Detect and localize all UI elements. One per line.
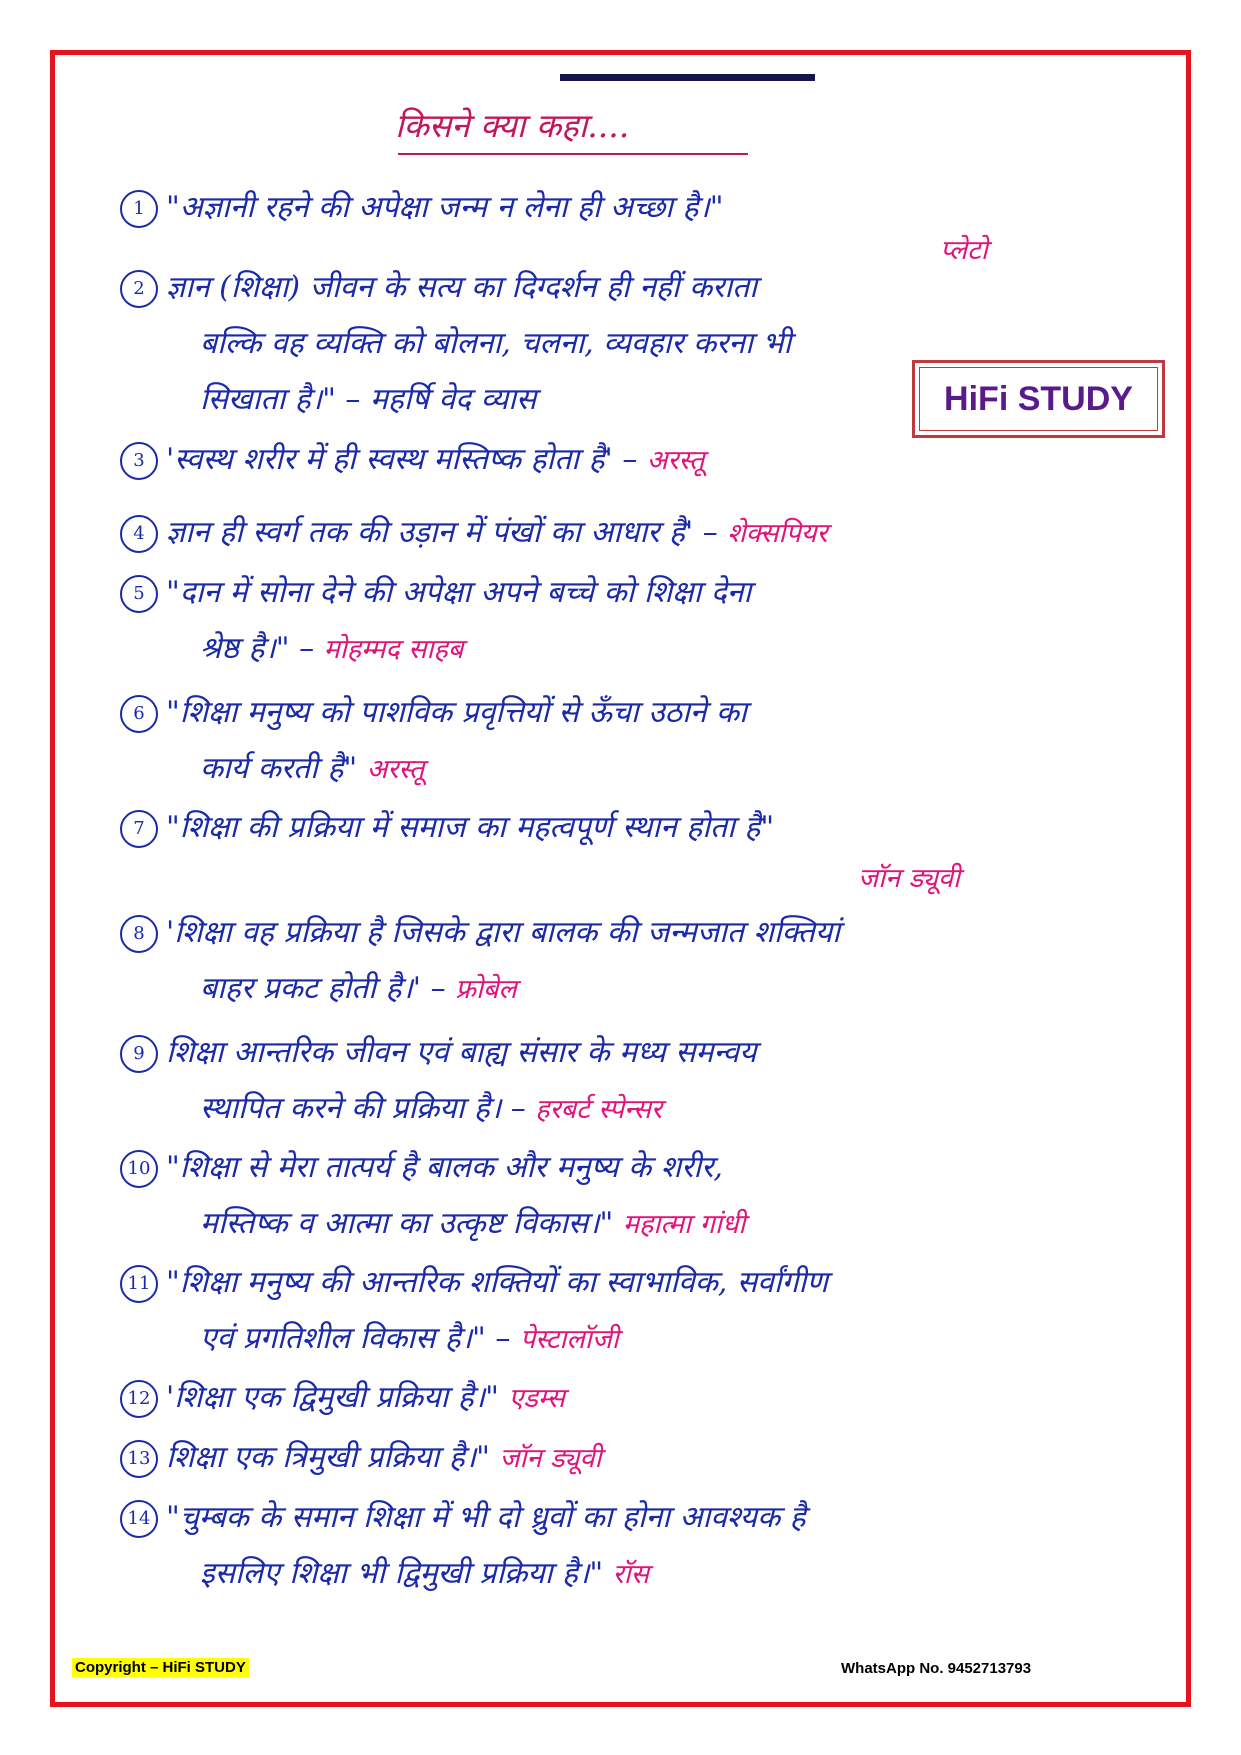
quote-text: "चुम्बक के समान शिक्षा में भी दो ध्रुवों का होना आवश्यक है — [166, 1500, 806, 1535]
quote-author: प्लेटो — [940, 235, 988, 266]
quote-text: सिखाता है।" – — [200, 382, 361, 417]
quote-6 — [120, 685, 1120, 797]
quote-text: इसलिए शिक्षा भी द्विमुखी प्रक्रिया है।" — [200, 1556, 604, 1591]
quote-author: मोहम्मद साहब — [323, 634, 464, 665]
quote-author: महात्मा गांधी — [622, 1209, 746, 1240]
quote-author: रॉस — [612, 1559, 649, 1590]
quote-number: 10 — [120, 1150, 158, 1188]
quote-author: जॉन ड्यूवी — [858, 863, 960, 894]
quote-7 — [120, 800, 1120, 902]
quote-text: कार्य करती है" — [200, 751, 358, 786]
quote-text: मस्तिष्क व आत्मा का उत्कृष्ट विकास।" — [200, 1206, 614, 1241]
quote-author: अरस्तू — [366, 754, 425, 785]
quote-4 — [120, 505, 1120, 561]
quote-author: अरस्तू — [646, 445, 705, 476]
quote-text: 'शिक्षा एक द्विमुखी प्रक्रिया है।" — [166, 1380, 499, 1415]
quote-text: "अज्ञानी रहने की अपेक्षा जन्म न लेना ही अच्छा है।" — [166, 190, 724, 225]
quote-number: 4 — [120, 515, 158, 553]
quote-text: "दान में सोना देने की अपेक्षा अपने बच्चे को शिक्षा देना — [166, 575, 752, 610]
quote-1 — [120, 180, 1120, 236]
quote-author: फ्रोबेल — [455, 974, 517, 1005]
quote-text: शिक्षा आन्तरिक जीवन एवं बाह्य संसार के मध्य समन्वय — [166, 1035, 757, 1070]
quote-9 — [120, 1025, 1120, 1137]
quote-text: बल्कि वह व्यक्ति को बोलना, चलना, व्यवहार करना भी — [200, 326, 792, 361]
quote-number: 1 — [120, 190, 158, 228]
quote-14 — [120, 1490, 1120, 1602]
quote-text: स्थापित करने की प्रक्रिया है। – — [200, 1091, 526, 1126]
quote-text: "शिक्षा से मेरा तात्पर्य है बालक और मनुष्य के शरीर, — [166, 1150, 723, 1185]
quote-3 — [120, 432, 1120, 488]
copyright-label: Copyright – HiFi STUDY — [72, 1658, 249, 1677]
quote-number: 12 — [120, 1380, 158, 1418]
quote-number: 8 — [120, 915, 158, 953]
quote-text: 'शिक्षा वह प्रक्रिया है जिसके द्वारा बालक की जन्मजात शक्तियां — [166, 915, 841, 950]
quote-author: जॉन ड्यूवी — [499, 1443, 602, 1474]
quote-number: 3 — [120, 442, 158, 480]
quote-10 — [120, 1140, 1120, 1252]
quote-text: श्रेष्ठ है।" – — [200, 631, 315, 666]
whatsapp-number: WhatsApp No. 9452713793 — [841, 1660, 1032, 1677]
quote-13 — [120, 1430, 1120, 1486]
page-title: किसने क्या कहा.... — [395, 106, 630, 145]
quote-text: शिक्षा एक त्रिमुखी प्रक्रिया है।" — [166, 1440, 490, 1475]
quote-number: 9 — [120, 1035, 158, 1073]
quote-5 — [120, 565, 1120, 677]
quote-number: 11 — [120, 1265, 158, 1303]
quote-11 — [120, 1255, 1120, 1367]
quote-author: हरबर्ट स्पेन्सर — [535, 1094, 663, 1125]
quote-text: बाहर प्रकट होती है।' – — [200, 971, 446, 1006]
quote-number: 5 — [120, 575, 158, 613]
quote-text: 'स्वस्थ शरीर में ही स्वस्थ मस्तिष्क होता है' – — [166, 442, 638, 477]
quote-text: एवं प्रगतिशील विकास है।" – — [200, 1321, 511, 1356]
top-rule — [560, 74, 815, 81]
quote-author: एडम्स — [508, 1383, 565, 1414]
quote-number: 13 — [120, 1440, 158, 1478]
quote-number: 7 — [120, 810, 158, 848]
quote-number: 2 — [120, 270, 158, 308]
quote-number: 14 — [120, 1500, 158, 1538]
quote-author: पेस्टालॉजी — [519, 1324, 619, 1355]
quote-8 — [120, 905, 1120, 1017]
quote-text: "शिक्षा मनुष्य की आन्तरिक शक्तियों का स्वाभाविक, सर्वांगीण — [166, 1265, 828, 1300]
title-underline — [398, 153, 748, 155]
quote-text: "शिक्षा मनुष्य को पाशविक प्रवृत्तियों से ऊँचा उठाने का — [166, 695, 747, 730]
quote-author: शेक्सपियर — [727, 518, 828, 549]
quote-text: "शिक्षा की प्रक्रिया में समाज का महत्वपूर्ण स्थान होता है" — [166, 810, 775, 845]
watermark-logo: HiFi STUDY — [912, 360, 1165, 438]
quote-text: ज्ञान ही स्वर्ग तक की उड़ान में पंखों का आधार है' – — [166, 515, 718, 550]
quote-number: 6 — [120, 695, 158, 733]
quote-12 — [120, 1370, 1120, 1426]
quote-text: ज्ञान (शिक्षा) जीवन के सत्य का दिग्दर्शन ही नहीं कराता — [166, 270, 758, 305]
quote-author: महर्षि वेद व्यास — [369, 382, 537, 417]
